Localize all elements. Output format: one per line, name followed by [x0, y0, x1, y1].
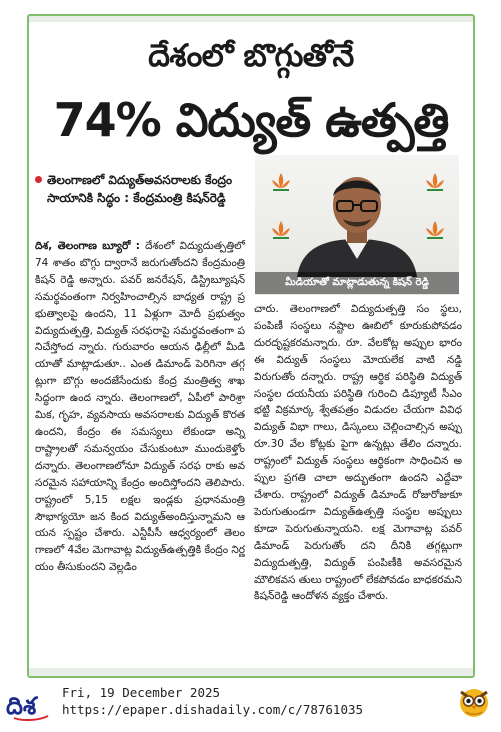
owl-icon [458, 684, 490, 718]
red-dot-icon [35, 176, 42, 183]
dateline: దిశ, తెలంగాణ బ్యూరో : [35, 240, 141, 252]
epaper-link[interactable]: https://epaper.dishadaily.com/c/78761035 [62, 702, 364, 717]
body-left-text: దేశంలో విద్యుదుత్పత్తిలో 74 శాతం బొగ్గు ద్వారానే జరుగుతోందని కేంద్రమంత్రి కిషన్ రెడ్డి అన్నారు. పవర్ జనరేషన్, డిస్ట్రిబ్యూషన్ సమర్థవంతంగా నిర్వహించాల్సిన బాధ్యత రాష్ట్ర ప్రభుత్వాలపై ఉందని, 11 ఏళ్లుగా మోదీ ప్రభుత్వం విద్యుదుత్పత్తి, విద్యుత్ సరఫరాపై సమర్థవంతంగా పనిచేస్తోంద న్నారు. గురువారం ఆయన ఢిల్లీలో మీడి యాతో మాట్లాడుతూ.. ఎంత డిమాండ్ పెరిగినా తగ్గట్లుగా బొగ్గు అందజేసేందుకు కేంద్ర మంత్రిత్వ శాఖ సిద్ధంగా ఉంద న్నారు. తెలంగాణలో, ఏపీలో పారిశ్రా మిక, గృహ, వ్యవసాయ అవసరాలకు విద్యుత్ కొరత ఉందని, కేంద్రం ఈ సమస్యలు లేకుండా అన్ని రాష్ట్రాలతో సమన్వయం చేసుకుంటూ ముందుకెళ్తోం దన్నారు. తెలంగాణలోనూ విద్యుత్ సరఫ రాకు అవసరమైన సహాయాన్ని కేంద్రం అందిస్తోందని తెలిపారు. రాష్ట్రంలో 5,15 లక్షల ఇండ్లకు ప్రధానమంత్రి సౌభాగ్యయో జన కింద విద్యుత్అందిస్తున్నామని ఆయన స్పష్టం చేశారు. ఎన్టీపీసీ ఆధ్వర్యంలో తెలం గాణలో 4వేల మెగావాట్ల విద్యుత్ఉత్పత్తికి కేంద్రం నిర్ణయం తీసుకుందని వెల్లడిం [35, 240, 245, 574]
epaper-footer [0, 680, 501, 732]
lotus-icon [269, 219, 293, 241]
lotus-icon [423, 219, 447, 241]
publish-date: Fri, 19 December 2025 [62, 685, 221, 700]
article-kicker: దేశంలో బొగ్గుతోనే [148, 38, 354, 74]
top-strip [29, 16, 473, 22]
footer-meta [62, 684, 363, 718]
article-headline: 74% విద్యుత్ ఉత్పత్తి [53, 93, 449, 147]
lotus-icon [423, 171, 447, 193]
lotus-icon [269, 171, 293, 193]
bottom-strip [29, 668, 473, 676]
disha-logo-icon[interactable] [4, 688, 54, 722]
brand-text: దిశ [6, 692, 37, 720]
article-body-left [35, 238, 245, 576]
subheadline-text: తెలంగాణలో విద్యుత్అవసరాలకు కేంద్రం సాయానికి సిద్ధం : కేంద్రమంత్రి కిషన్‌రెడ్డి [47, 173, 233, 205]
article-body-right: చారు. తెలంగాణలో విద్యుదుత్పత్తి సం స్థలు, పంపిణీ సంస్థలు నష్టాల ఊబిలో కూరుకుపోవడం దురదృష్టకరమన్నారు. రూ. వేలకోట్ల అప్పుల భారం ఈ విద్యుత్ సంస్థలు మోయలేక వాటి నడ్డి విరుగుతోం దన్నారు. రాష్ట్ర ఆర్థిక పరిస్థితి విద్యుత్ సంస్థల దయనీయ పరిస్థితి గురించి డిప్యూటీ సీఎం భట్టి విక్రమార్క శ్వేతపత్రం విడుదల చేయగా వివిధ విద్యుత్ విభా గాలు, డిస్కంలు చెల్లించాల్సిన అప్పు రూ.30 వేల కోట్లకు పైగా ఉన్నట్లు తేలిం దన్నారు. రాష్ట్రంలో విద్యుత్ సంస్థలు ఆర్థికంగా సాధించిన అప్పుల ప్రగతి చాలా అద్భుతంగా ఉందని ఎద్దేవా చేశారు. రాష్ట్రంలో విద్యుత్ డిమాండ్ రోజురోజుకూ పెరుగుతుండగా విద్యుత్ఉత్పత్తి సంస్థల అప్పులు కూడా పెరుగుతున్నాయని. లక్ష మెగావాట్ల పవర్ డిమాండ్ పెరుగుతోం దని దీనికి తగ్గట్లుగా విద్యుదుత్పత్తి, విద్యుత్ పంపిణీకి అవసరమైన మౌలికవస తులు రాష్ట్రంలో లేకపోవడం బాధకరమని కిషన్‌రెడ్డి ఆందోళన వ్యక్తం చేశారు. [254, 303, 462, 603]
article-subheadline [35, 171, 240, 207]
person-portrait [293, 165, 421, 277]
article-clipping [27, 14, 475, 678]
photo-caption: మీడియాతో మాట్లాడుతున్న కిషన్ రెడ్డి [255, 272, 459, 294]
